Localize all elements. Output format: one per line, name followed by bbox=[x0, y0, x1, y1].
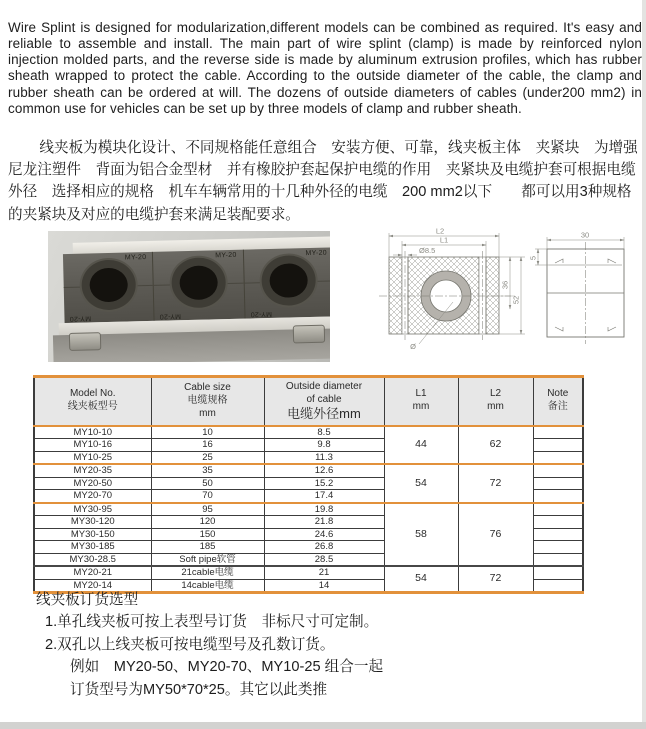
model-marking: MY-20 bbox=[305, 249, 328, 258]
intro-paragraph-chinese: 线夹板为模块化设计、不同规格能任意组合 安装方便、可靠，线夹板主体 夹紧块 为增强尼龙注塑件 背面为铝合金型材 并有橡胶护套起保护电缆的作用 夹紧块及电缆护套可根据电缆外径 选择相应的规格 机车车辆常用的十几种外径的电缆 200 mm2以下 都可以用3种规格的夹紧块及对应的电缆护套来满足装配要求。 bbox=[8, 139, 638, 223]
cell-note bbox=[533, 490, 583, 503]
cell-cable-size: 120 bbox=[151, 516, 264, 529]
cell-note bbox=[533, 426, 583, 439]
cell-model: MY20-14 bbox=[34, 579, 151, 593]
cable-hole bbox=[261, 255, 316, 306]
cell-l2-group: 62 bbox=[458, 426, 533, 465]
model-marking: MY-20 bbox=[250, 309, 272, 318]
product-photo bbox=[48, 231, 330, 362]
cell-cable-size: 70 bbox=[151, 490, 264, 503]
cell-cable-size: 25 bbox=[151, 451, 264, 464]
table-row bbox=[34, 566, 583, 579]
cell-note bbox=[533, 503, 583, 516]
cell-outside-dia: 9.8 bbox=[264, 439, 384, 452]
model-marking: MY-20 bbox=[124, 254, 147, 262]
cell-cable-size: 21cable电缆 bbox=[151, 566, 264, 579]
cell-l2-group: 76 bbox=[458, 503, 533, 567]
cell-outside-dia: 24.6 bbox=[264, 528, 384, 541]
cell-model: MY10-16 bbox=[34, 439, 151, 452]
mounting-bolt bbox=[293, 325, 325, 344]
cell-cable-size: Soft pipe软管 bbox=[151, 553, 264, 566]
spec-table-container bbox=[33, 375, 584, 594]
cell-l1-group: 44 bbox=[384, 426, 458, 465]
clamp-segment bbox=[153, 250, 245, 321]
cell-outside-dia: 14 bbox=[264, 579, 384, 593]
cell-cable-size: 35 bbox=[151, 464, 264, 477]
cell-note bbox=[533, 451, 583, 464]
cell-note bbox=[533, 541, 583, 554]
dim-L1: L1 bbox=[439, 235, 449, 245]
header-l1: L1 mm bbox=[384, 377, 458, 426]
cell-note bbox=[533, 516, 583, 529]
header-outside-diameter: Outside diameter of cable 电缆外径mm bbox=[264, 377, 384, 426]
side-view bbox=[547, 242, 624, 344]
cell-model: MY30-95 bbox=[34, 503, 151, 516]
dim-hole-diameter: Ø8.5 bbox=[419, 246, 436, 255]
header-cable-size: Cable size 电缆规格 mm bbox=[151, 377, 264, 426]
table-row bbox=[34, 464, 583, 477]
table-row bbox=[34, 503, 583, 516]
ordering-line-4: 订货型号为MY50*70*25。其它以此类推 bbox=[70, 681, 328, 698]
cell-model: MY30-150 bbox=[34, 528, 151, 541]
cell-note bbox=[533, 464, 583, 477]
cell-outside-dia: 26.8 bbox=[264, 541, 384, 554]
cell-cable-size: 185 bbox=[151, 541, 264, 554]
cell-cable-size: 150 bbox=[151, 528, 264, 541]
ordering-line-2: 2.双孔以上线夹板可按电缆型号及孔数订货。 bbox=[45, 636, 335, 653]
dim-side-width: 30 bbox=[580, 230, 590, 240]
model-marking: MY-20 bbox=[215, 251, 237, 260]
dim-height-inner: 36 bbox=[500, 280, 510, 290]
cell-cable-size: 10 bbox=[151, 426, 264, 439]
cell-model: MY20-35 bbox=[34, 464, 151, 477]
cell-l1-group: 58 bbox=[384, 503, 458, 567]
clamp-segment bbox=[63, 252, 155, 323]
scan-edge-right bbox=[642, 0, 646, 729]
header-row bbox=[34, 377, 583, 426]
cell-outside-dia: 21.8 bbox=[264, 516, 384, 529]
cell-model: MY10-25 bbox=[34, 451, 151, 464]
cell-note bbox=[533, 566, 583, 579]
cell-model: MY30-185 bbox=[34, 541, 151, 554]
cell-model: MY30-28.5 bbox=[34, 553, 151, 566]
model-marking: MY-20 bbox=[159, 312, 182, 320]
ordering-section bbox=[36, 589, 616, 701]
cell-l1-group: 54 bbox=[384, 566, 458, 593]
clamp-block bbox=[63, 247, 330, 323]
clamp-segment bbox=[244, 247, 330, 318]
dim-side-step: 5 bbox=[528, 255, 538, 261]
dim-phi-leader: Ø bbox=[410, 342, 416, 351]
cell-l2-group: 72 bbox=[458, 464, 533, 503]
ordering-line-3: 例如 MY20-50、MY20-70、MY10-25 组合一起 bbox=[70, 659, 384, 676]
cell-note bbox=[533, 439, 583, 452]
cell-outside-dia: 28.5 bbox=[264, 553, 384, 566]
cell-note bbox=[533, 553, 583, 566]
header-l2: L2 mm bbox=[458, 377, 533, 426]
cell-outside-dia: 17.4 bbox=[264, 490, 384, 503]
cell-outside-dia: 21 bbox=[264, 566, 384, 579]
cell-model: MY10-10 bbox=[34, 426, 151, 439]
cell-cable-size: 16 bbox=[151, 439, 264, 452]
cell-model: MY20-70 bbox=[34, 490, 151, 503]
intro-paragraph-english: Wire Splint is designed for modularization,different models can be combined as required. It's easy and reliable to assemble and install. The main part of wire splint (clamp) is made by reinforced nylon injection molded parts, and the reverse side is made by aluminum extrusion profiles, which has rubber sheath wrapped to protect the cable. According to the outside diameter of the cable, the clamp and rubber sheath can be ordered at will. The dozens of outside diameters of cables (under200 mm2) in common use for vehicles can be set up by three models of clamp and rubber sheath. bbox=[8, 19, 642, 116]
cell-note bbox=[533, 528, 583, 541]
dim-height-outer: 52 bbox=[511, 295, 521, 305]
cell-note bbox=[533, 477, 583, 490]
header-model: Model No. 线夹板型号 bbox=[34, 377, 151, 426]
header-note: Note 备注 bbox=[533, 377, 583, 426]
cell-cable-size: 14cable电缆 bbox=[151, 579, 264, 593]
front-view bbox=[379, 251, 511, 340]
cell-model: MY30-120 bbox=[34, 516, 151, 529]
spec-table bbox=[33, 375, 584, 594]
cell-l1-group: 54 bbox=[384, 464, 458, 503]
cell-model: MY20-21 bbox=[34, 566, 151, 579]
cell-l2-group: 72 bbox=[458, 566, 533, 593]
scan-edge-bottom bbox=[0, 722, 646, 729]
cell-outside-dia: 8.5 bbox=[264, 426, 384, 439]
cable-hole bbox=[81, 259, 136, 310]
dim-L2: L2 bbox=[435, 226, 445, 236]
cell-model: MY20-50 bbox=[34, 477, 151, 490]
cell-cable-size: 50 bbox=[151, 477, 264, 490]
cell-outside-dia: 11.3 bbox=[264, 451, 384, 464]
cell-outside-dia: 12.6 bbox=[264, 464, 384, 477]
cell-cable-size: 95 bbox=[151, 503, 264, 516]
ordering-line-1: 1.单孔线夹板可按上表型号订货 非标尺寸可定制。 bbox=[45, 614, 379, 631]
photo-clamp-assembly bbox=[48, 231, 330, 362]
technical-drawing bbox=[367, 225, 645, 377]
cable-hole bbox=[171, 257, 226, 308]
model-marking: MY-20 bbox=[69, 314, 92, 322]
mounting-bolt bbox=[69, 332, 101, 351]
cell-outside-dia: 15.2 bbox=[264, 477, 384, 490]
ordering-title: 线夹板订货选型 bbox=[36, 592, 139, 608]
table-row bbox=[34, 426, 583, 439]
cell-outside-dia: 19.8 bbox=[264, 503, 384, 516]
